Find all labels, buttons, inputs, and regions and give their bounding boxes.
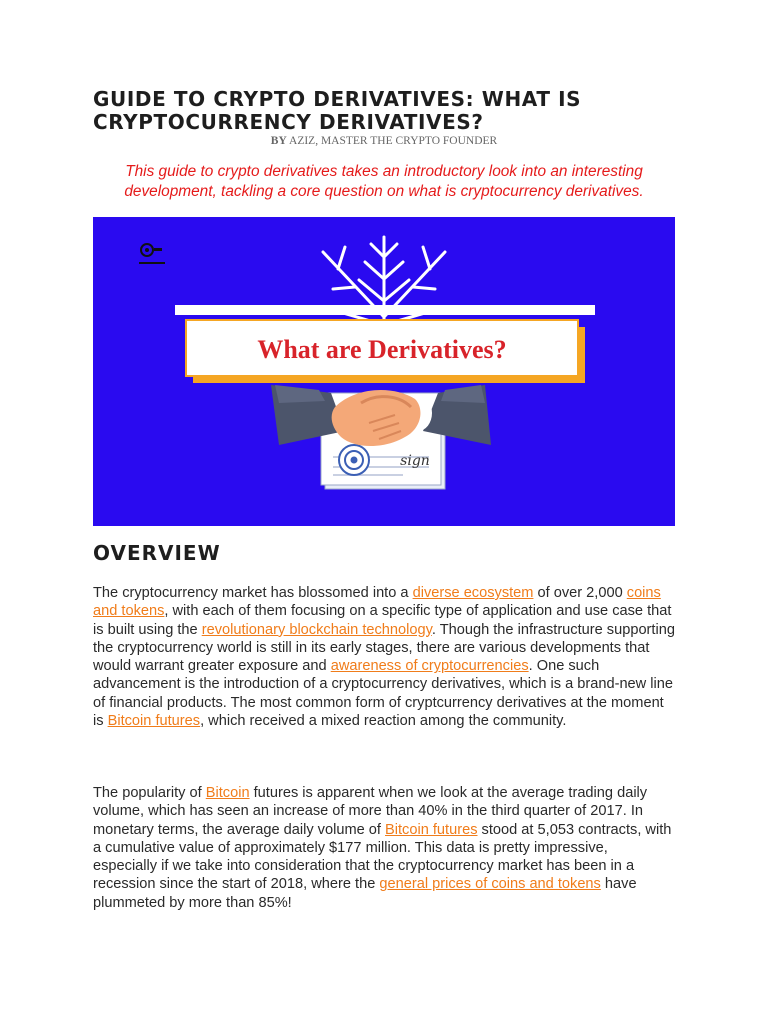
text-run: , with each of them focusing on a specific type of application and use case that is built using the	[93, 603, 672, 638]
link-coins-and-tokens[interactable]: coins and tokens	[93, 585, 661, 620]
link-bitcoin-futures[interactable]: Bitcoin futures	[107, 713, 201, 730]
text-run: futures is apparent when we look at the average trading daily volume, which has seen an increase of more than 40% in the third quarter of 2017. In monetary terms, the average daily volume of	[93, 785, 648, 838]
text-run: . One such advancement is the introduction of a cryptocurrency derivatives, which is a brand-new line of financial products. The most common form of cryptcurrency derivatives at the moment is	[93, 658, 673, 730]
text-run: The cryptocurrency market has blossomed into a	[93, 585, 413, 601]
seal-icon	[339, 445, 369, 475]
link-diverse-ecosystem[interactable]: diverse ecosystem	[412, 585, 534, 601]
byline	[0, 135, 768, 147]
signature-text: sign	[400, 453, 430, 469]
hero-image	[93, 217, 675, 526]
overview-paragraph-1	[93, 584, 675, 730]
link-revolutionary-blockchain-technology[interactable]: revolutionary blockchain technology	[201, 621, 432, 638]
link-bitcoin-futures-2[interactable]: Bitcoin futures	[385, 821, 478, 838]
crypto-logo-icon	[139, 244, 165, 264]
text-run: of over 2,000	[533, 585, 627, 601]
section-heading-overview: OVERVIEW	[93, 541, 221, 565]
byline-by: BY	[270, 135, 287, 147]
handshake-icon	[271, 385, 491, 446]
hero-illustration	[93, 217, 675, 526]
intro-text: This guide to crypto derivatives takes an introductory look into an interesting development, tackling a core question on what is cryptocurrency derivatives.	[124, 163, 644, 200]
link-awareness-of-cryptocurrencies[interactable]: awareness of cryptocurrencies	[330, 658, 529, 675]
page-title: GUIDE TO CRYPTO DERIVATIVES: WHAT IS CRYPTOCURRENCY DERIVATIVES?	[93, 87, 582, 134]
byline-author: AZIZ, MASTER THE CRYPTO FOUNDER	[289, 135, 498, 147]
link-bitcoin[interactable]: Bitcoin	[205, 785, 250, 801]
text-run: The popularity of	[93, 785, 206, 801]
overview-paragraph-2	[93, 784, 675, 912]
text-run: have plummeted by more than 85%!	[93, 876, 637, 911]
banner-text: What are Derivatives?	[257, 335, 507, 364]
link-general-prices-of-coins-and-tokens[interactable]: general prices of coins and tokens	[379, 876, 601, 893]
text-run: . Though the infrastructure supporting the cryptocurrency world is still in its early stages, there are various developments that would warrant greater exposure and	[93, 621, 675, 675]
text-run: , which received a mixed reaction among the community.	[200, 713, 567, 730]
text-run: stood at 5,053 contracts, with a cumulative value of approximately $177 million. This data is pretty impressive, especially if we take into consideration that the cryptocurrency market has been in a recession since the start of 2018, where the	[93, 821, 672, 893]
